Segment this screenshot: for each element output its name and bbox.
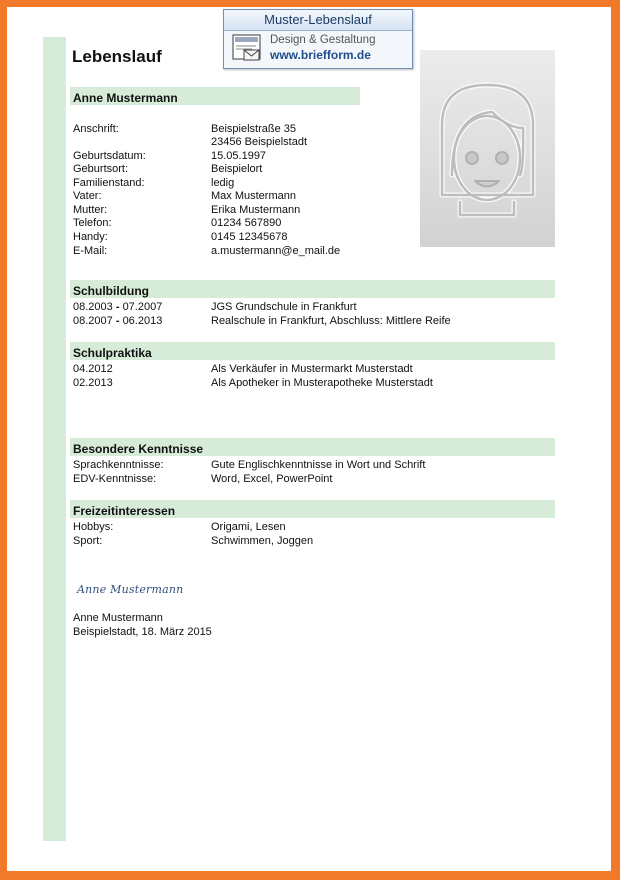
letter-icon	[232, 34, 262, 62]
skill-value: Gute Englischkenntnisse in Wort und Schrift	[211, 459, 426, 471]
section-header-freizeit: Freizeitinteressen	[70, 500, 555, 518]
internship-date: 04.2012	[73, 363, 113, 375]
hobby-label: Sport:	[73, 535, 103, 547]
promo-link[interactable]: www.briefform.de	[270, 48, 371, 62]
skill-value: Word, Excel, PowerPoint	[211, 473, 333, 485]
personal-label: Geburtsdatum:	[73, 150, 146, 162]
hobby-label: Hobbys:	[73, 521, 114, 533]
hobby-value: Schwimmen, Joggen	[211, 535, 314, 547]
date-separator: -	[115, 301, 123, 313]
school-entry: JGS Grundschule in Frankfurt	[211, 301, 357, 313]
personal-label: E-Mail:	[73, 245, 108, 257]
personal-label: Telefon:	[73, 217, 112, 229]
date-separator: -	[115, 315, 123, 327]
woman-avatar-icon	[420, 50, 555, 247]
handwritten-signature: Anne Mustermann	[77, 583, 184, 596]
hobby-value: Origami, Lesen	[211, 521, 286, 533]
promo-banner[interactable]	[223, 9, 413, 69]
personal-value: Max Mustermann	[211, 190, 296, 202]
personal-label: Familienstand:	[73, 177, 145, 189]
promo-title: Muster-Lebenslauf	[224, 10, 412, 31]
date-range	[73, 301, 162, 314]
decorative-stripe	[43, 37, 66, 841]
personal-value: Beispielort	[211, 163, 263, 175]
skill-label: Sprachkenntnisse:	[73, 459, 164, 471]
photo-placeholder	[420, 50, 555, 247]
personal-value: Erika Mustermann	[211, 204, 301, 216]
personal-label: Anschrift:	[73, 123, 119, 135]
promo-subtitle: Design & Gestaltung	[270, 34, 376, 46]
date-to: 07.2007	[122, 301, 163, 313]
personal-label: Mutter:	[73, 204, 108, 216]
personal-value: 15.05.1997	[211, 150, 267, 162]
closing-place-date: Beispielstadt, 18. März 2015	[73, 626, 212, 638]
page-title: Lebenslauf	[72, 47, 162, 66]
section-header-schulbildung: Schulbildung	[70, 280, 555, 298]
personal-value: 23456 Beispielstadt	[211, 136, 308, 148]
internship-date: 02.2013	[73, 377, 113, 389]
personal-label: Geburtsort:	[73, 163, 129, 175]
personal-value: 0145 12345678	[211, 231, 288, 243]
personal-value: ledig	[211, 177, 235, 189]
closing-name: Anne Mustermann	[73, 612, 163, 624]
section-header-kenntnisse: Besondere Kenntnisse	[70, 438, 555, 456]
school-entry: Realschule in Frankfurt, Abschluss: Mittlere Reife	[211, 315, 451, 327]
personal-label: Vater:	[73, 190, 102, 202]
internship-entry: Als Verkäufer in Mustermarkt Musterstadt	[211, 363, 413, 375]
email-value: a.mustermann@e_mail.de	[211, 245, 341, 257]
personal-value: 01234 567890	[211, 217, 282, 229]
cv-page	[7, 7, 611, 871]
date-from: 08.2007	[73, 315, 113, 327]
date-from: 08.2003	[73, 301, 113, 313]
section-header-personal: Anne Mustermann	[70, 87, 360, 105]
date-range	[73, 315, 162, 328]
personal-label: Handy:	[73, 231, 108, 243]
internship-entry: Als Apotheker in Musterapotheke Musterstadt	[211, 377, 433, 389]
personal-value: Beispielstraße 35	[211, 123, 296, 135]
section-header-schulpraktika: Schulpraktika	[70, 342, 555, 360]
date-to: 06.2013	[122, 315, 163, 327]
skill-label: EDV-Kenntnisse:	[73, 473, 157, 485]
